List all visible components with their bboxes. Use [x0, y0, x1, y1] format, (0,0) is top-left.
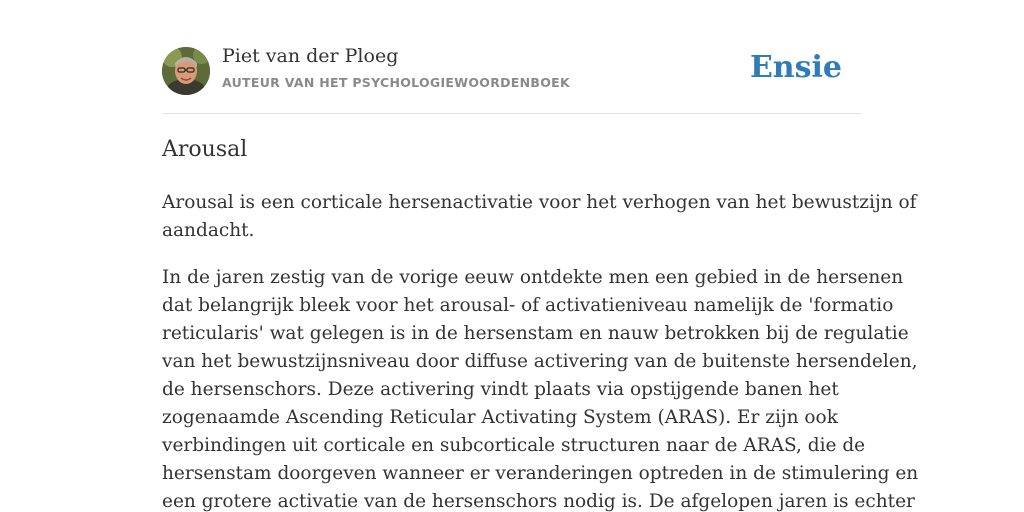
text-line: verbindingen uit corticale en subcorticale structuren naar de ARAS, die de: [162, 435, 866, 456]
text-line: zogenaamde Ascending Reticular Activating System (ARAS). Er zijn ook: [162, 407, 838, 428]
paragraph-definition: [162, 189, 917, 245]
author-photo-icon: [162, 47, 210, 95]
text-line: aandacht.: [162, 220, 255, 241]
text-line: In de jaren zestig van de vorige eeuw ontdekte men een gebied in de hersenen: [162, 267, 904, 288]
author-avatar[interactable]: [162, 47, 210, 95]
text-line: reticularis' wat gelegen is in de hersenstam en nauw betrokken bij de regulatie: [162, 323, 909, 344]
article-body: [162, 189, 919, 512]
author-header: [162, 0, 862, 114]
text-line: Arousal is een corticale hersenactivatie voor het verhogen van het bewustzijn of: [162, 192, 917, 213]
text-line: hersenstam doorgeven wanneer er veranderingen optreden in de stimulering en: [162, 463, 919, 484]
text-line: dat belangrijk bleek voor het arousal- of activatieniveau namelijk de 'formatio: [162, 295, 894, 316]
text-line: van het bewustzijnsniveau door diffuse activering van de buitenste hersendelen,: [162, 351, 918, 372]
text-line: een grotere activatie van de hersenschors nodig is. De afgelopen jaren is echter: [162, 491, 915, 512]
article-container: [162, 0, 919, 512]
author-name[interactable]: Piet van der Ploeg: [222, 45, 399, 67]
text-line: de hersenschors. Deze activering vindt plaats via opstijgende banen het: [162, 379, 839, 400]
ensie-logo-link[interactable]: Ensie: [749, 50, 842, 85]
paragraph-explanation: [162, 264, 919, 512]
article-title: Arousal: [162, 137, 248, 162]
author-role: AUTEUR VAN HET PSYCHOLOGIEWOORDENBOEK: [222, 75, 570, 90]
